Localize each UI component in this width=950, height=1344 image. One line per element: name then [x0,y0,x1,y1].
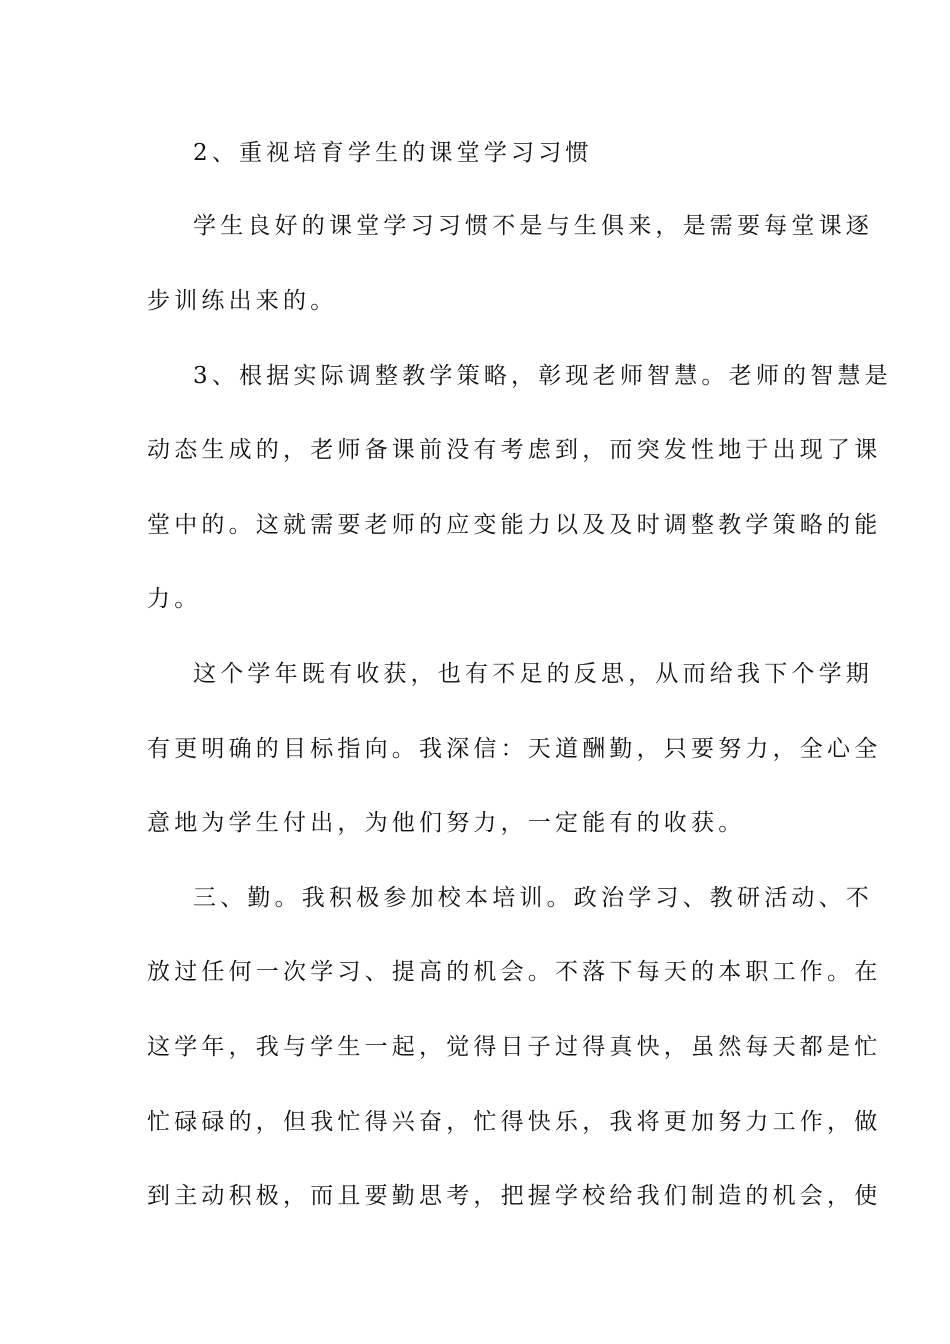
paragraph-line: 这学年，我与学生一起，觉得日子过得真快，虽然每天都是忙 [147,1034,882,1060]
heading-2: 2、重视培育学生的课堂学习习惯 [193,140,593,166]
paragraph-line: 放过任何一次学习、提高的机会。不落下每天的本职工作。在 [147,959,882,985]
paragraph-line: 这个学年既有收获，也有不足的反思，从而给我下个学期 [193,661,873,687]
paragraph-line: 有更明确的目标指向。我深信：天道酬勤，只要努力，全心全 [147,736,882,762]
paragraph-line: 力。 [147,586,202,612]
paragraph-line: 意地为学生付出，为他们努力，一定能有的收获。 [147,810,746,836]
paragraph-line: 步训练出来的。 [147,288,338,314]
section-three-heading: 三、勤。我积极参加校本培训。政治学习、教研活动、不 [193,885,873,911]
paragraph-line: 学生良好的课堂学习习惯不是与生俱来，是需要每堂课逐 [193,213,873,239]
paragraph-line: 动态生成的，老师备课前没有考虑到，而突发性地于出现了课 [147,437,882,463]
paragraph-line: 到主动积极，而且要勤思考，把握学校给我们制造的机会，使 [147,1183,882,1209]
paragraph-line: 忙碌碌的，但我忙得兴奋，忙得快乐，我将更加努力工作，做 [147,1109,882,1135]
heading-3: 3、根据实际调整教学策略，彰现老师智慧。老师的智慧是 [193,363,892,389]
paragraph-line: 堂中的。这就需要老师的应变能力以及及时调整教学策略的能 [147,512,882,538]
